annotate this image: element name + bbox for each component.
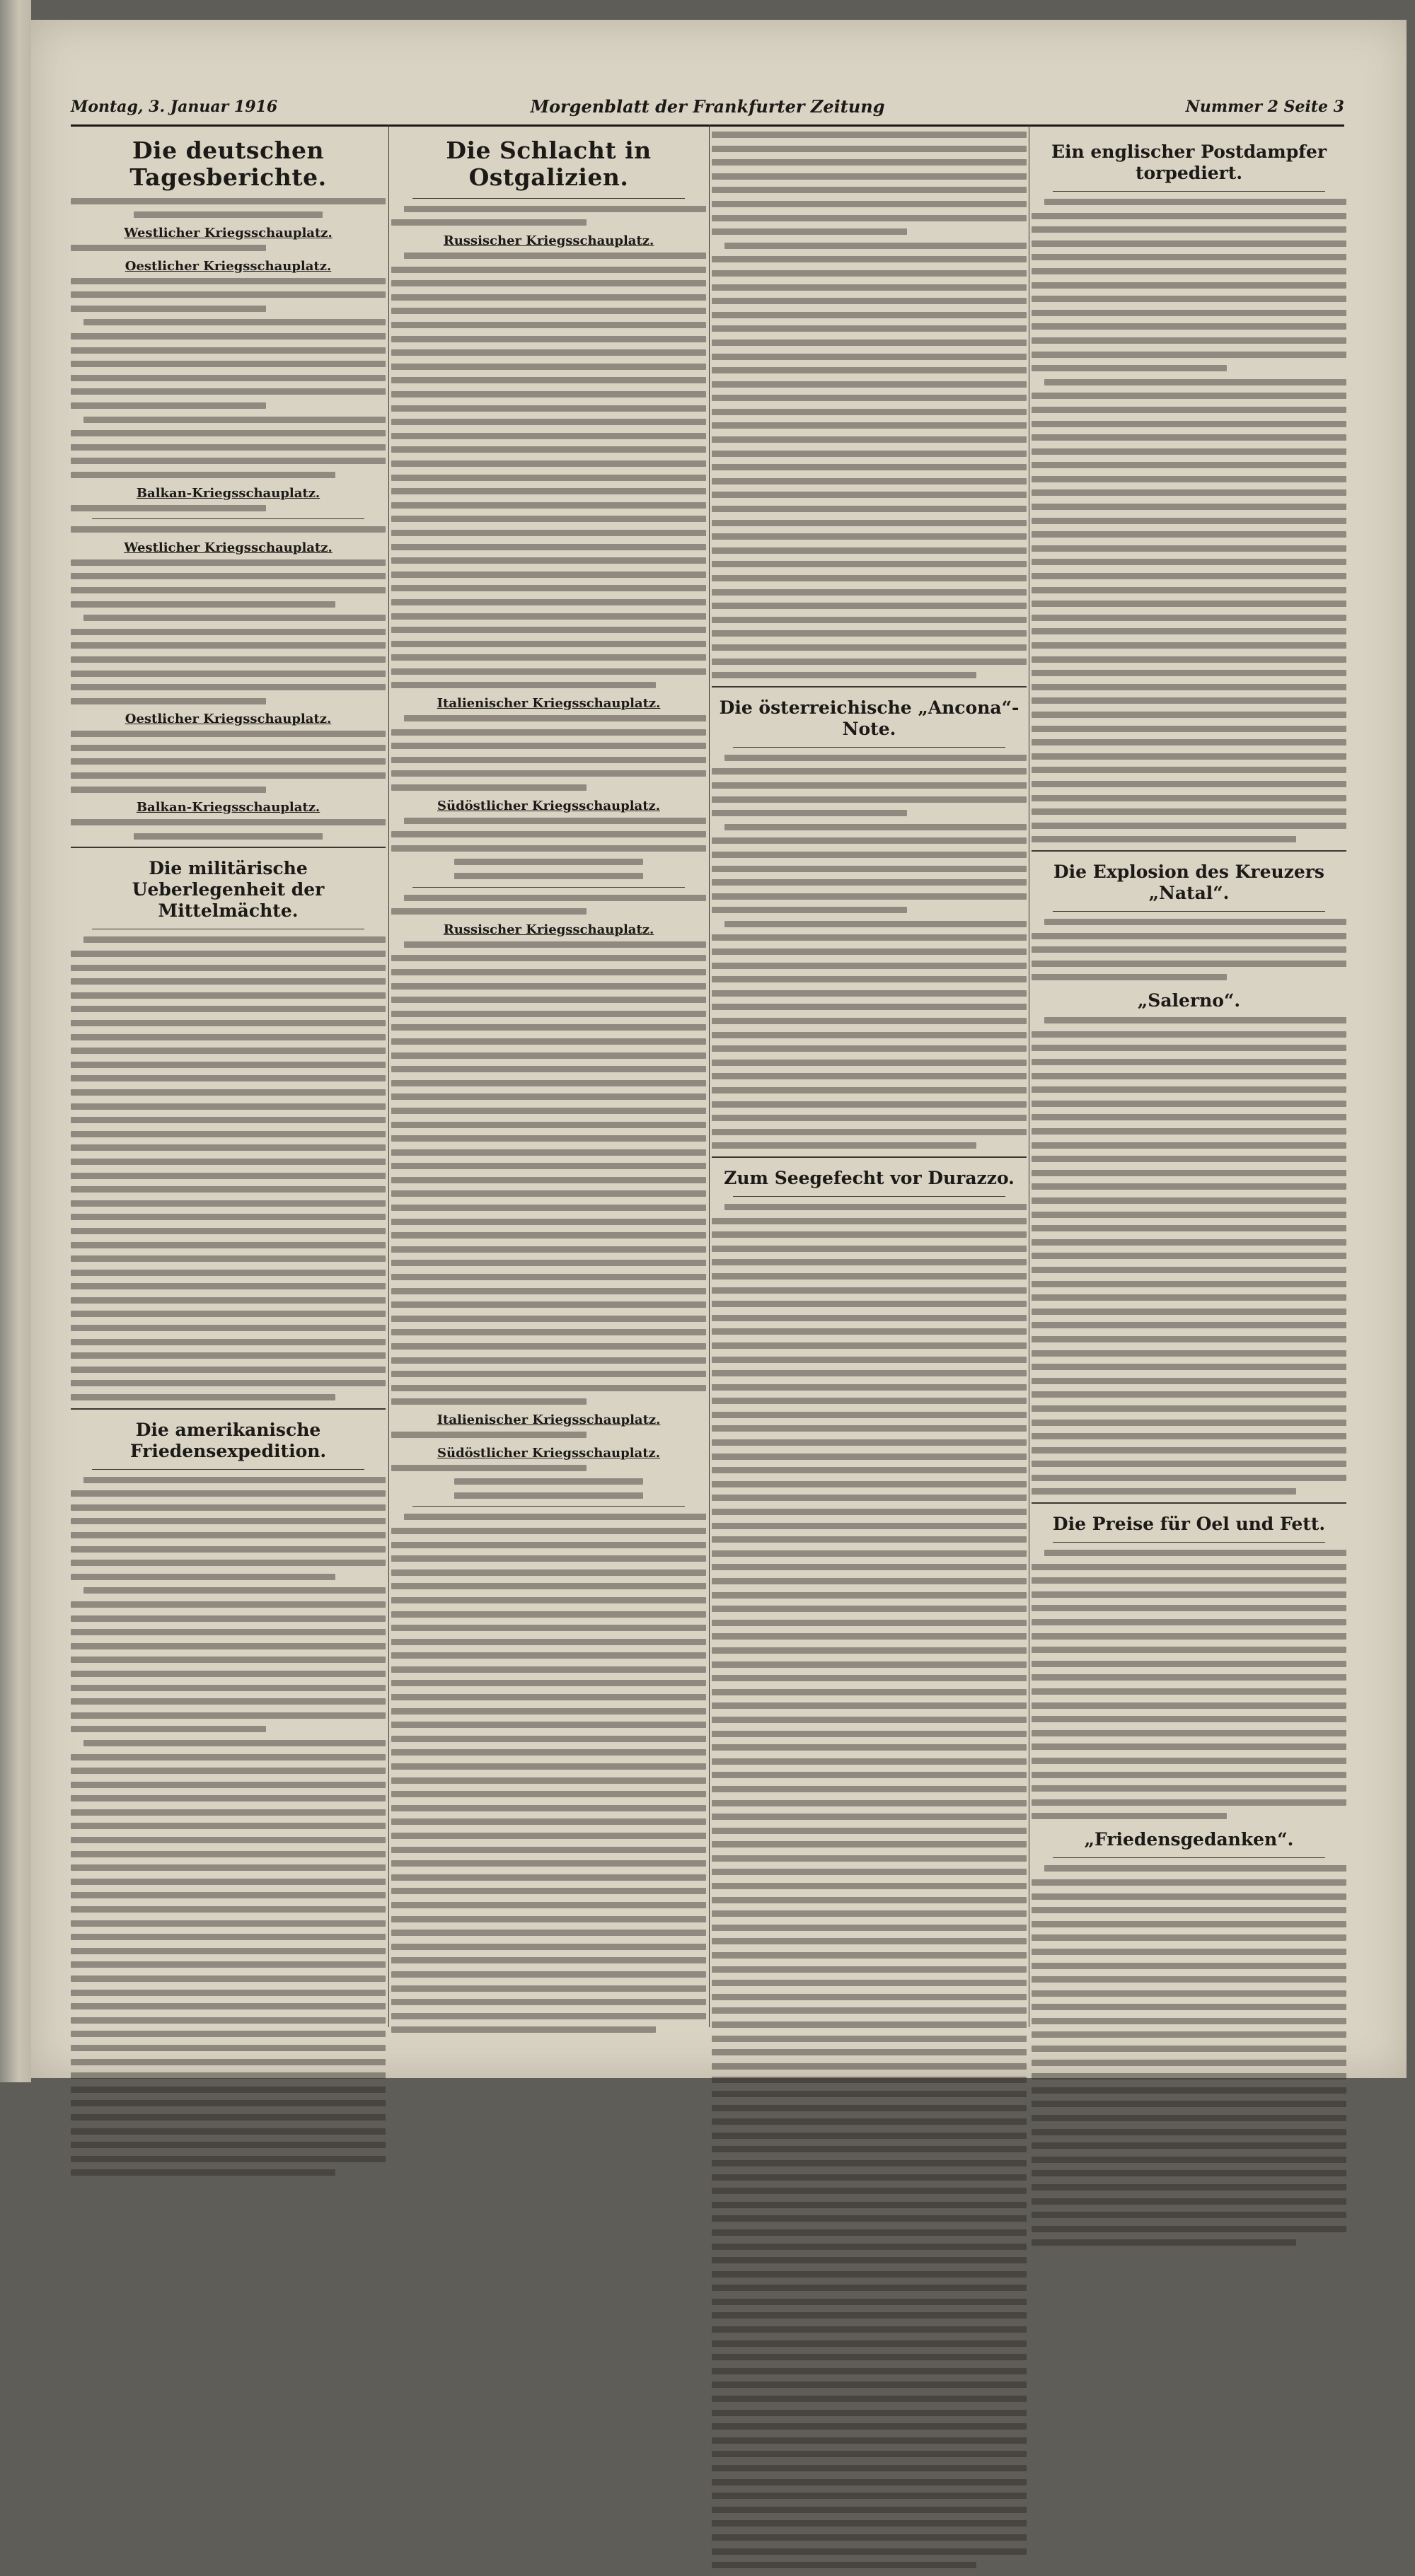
article-body <box>712 132 1027 678</box>
section-subhead: Russischer Kriegsschauplatz. <box>443 233 654 249</box>
article-body <box>71 731 386 792</box>
article-body <box>71 505 386 511</box>
divider <box>1053 191 1325 192</box>
column-2 <box>391 132 706 2041</box>
article-body <box>391 253 706 688</box>
article-body <box>1032 1550 1346 1819</box>
article-title: Die Schlacht in Ostgalizien. <box>446 137 652 191</box>
article-title: Die amerikanische Friedensexpedition. <box>129 1419 327 1461</box>
article-body <box>1032 199 1346 842</box>
section-subhead: Balkan-Kriegsschauplatz. <box>136 800 320 816</box>
page-number: Nummer 2 Seite 3 <box>1185 98 1344 116</box>
divider <box>92 518 364 519</box>
section-subhead: Südöstlicher Kriegsschauplatz. <box>437 1445 660 1461</box>
adjacent-page-edge <box>0 0 31 2082</box>
article-body <box>71 1477 386 2176</box>
article-body <box>71 936 386 1400</box>
article-body <box>391 941 706 1405</box>
article-body <box>391 1514 706 2033</box>
divider <box>1053 1857 1325 1858</box>
article-body <box>391 1432 706 1438</box>
header-rule <box>71 124 1344 127</box>
section-subhead: Balkan-Kriegsschauplatz. <box>136 485 320 501</box>
divider <box>92 1469 364 1470</box>
column-divider <box>388 124 389 2027</box>
column-divider <box>709 124 710 2027</box>
section-subhead: Westlicher Kriegsschauplatz. <box>124 540 333 555</box>
divider <box>1032 1502 1346 1504</box>
divider <box>412 887 685 888</box>
divider <box>71 1408 386 1410</box>
article-body <box>71 198 386 219</box>
divider <box>1053 911 1325 912</box>
article-title: Die Explosion des Kreuzers „Natal“. <box>1053 861 1325 903</box>
section-subhead: Oestlicher Kriegsschauplatz. <box>125 712 332 727</box>
article-body <box>712 755 1027 1149</box>
article-body <box>391 715 706 791</box>
issue-date: Montag, 3. Januar 1916 <box>71 98 278 116</box>
divider <box>712 1156 1027 1158</box>
article-title: „Salerno“. <box>1137 990 1241 1011</box>
section-subhead: Südöstlicher Kriegsschauplatz. <box>437 798 660 813</box>
divider <box>712 686 1027 687</box>
column-3 <box>712 132 1027 2576</box>
article-body <box>712 1204 1027 2568</box>
divider <box>412 1506 685 1507</box>
divider <box>733 747 1005 748</box>
article-title: Die Preise für Oel und Fett. <box>1052 1514 1326 1535</box>
section-subhead: Russischer Kriegsschauplatz. <box>443 922 654 937</box>
article-title: Die deutschen Tagesberichte. <box>129 137 327 191</box>
article-title: „Friedensgedanken“. <box>1084 1829 1294 1850</box>
running-head <box>71 92 1344 120</box>
article-title: Zum Seegefecht vor Durazzo. <box>724 1167 1015 1188</box>
article-body <box>391 895 706 915</box>
column-4 <box>1032 132 1346 2253</box>
article-body <box>1032 1017 1346 1495</box>
column-1 <box>71 132 386 2183</box>
section-subhead: Westlicher Kriegsschauplatz. <box>124 226 333 241</box>
article-body <box>71 559 386 704</box>
divider <box>71 847 386 848</box>
article-body <box>391 818 706 879</box>
section-subhead: Italienischer Kriegsschauplatz. <box>437 1412 661 1427</box>
article-title: Die österreichische „Ancona“-Note. <box>719 697 1020 739</box>
article-body <box>71 819 386 840</box>
divider <box>1053 1542 1325 1543</box>
article-body <box>71 278 386 478</box>
article-body <box>391 1465 706 1499</box>
divider <box>1032 850 1346 852</box>
article-title: Die militärische Ueberlegenheit der Mittelmächte. <box>132 858 325 922</box>
article-body <box>71 245 386 251</box>
section-subhead: Oestlicher Kriegsschauplatz. <box>125 258 332 274</box>
article-body <box>1032 919 1346 980</box>
article-title: Ein englischer Postdampfer torpediert. <box>1051 141 1327 183</box>
divider <box>412 198 685 199</box>
divider <box>733 1196 1005 1197</box>
article-body <box>1032 1865 1346 2246</box>
masthead: Morgenblatt der Frankfurter Zeitung <box>530 96 885 117</box>
article-body <box>391 206 706 226</box>
article-body <box>71 526 386 533</box>
section-subhead: Italienischer Kriegsschauplatz. <box>437 696 661 712</box>
